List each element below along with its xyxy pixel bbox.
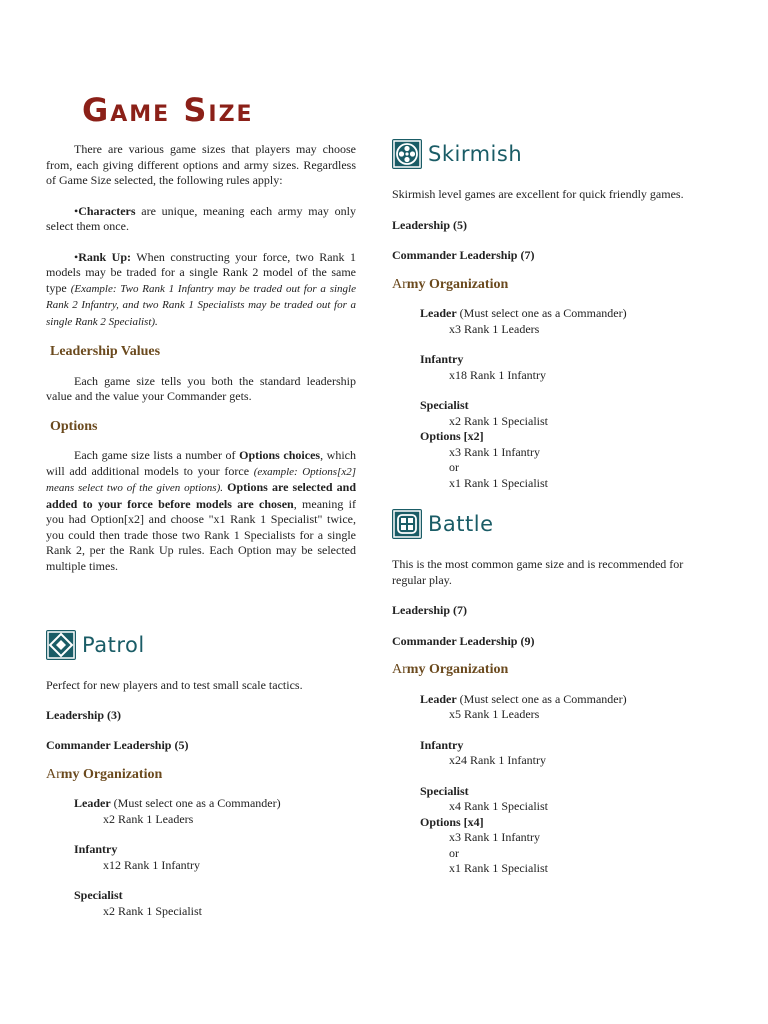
army-organization-heading xyxy=(392,662,712,678)
infantry-label: Infantry xyxy=(74,842,118,856)
army-organization-list xyxy=(392,692,712,877)
bullet: • xyxy=(74,249,79,264)
leadership-value: Leadership (7) xyxy=(392,603,467,617)
section-title: Battle xyxy=(428,512,494,536)
option-2: x1 Rank 1 Specialist xyxy=(449,861,548,875)
infantry-count: x18 Rank 1 Infantry xyxy=(449,367,546,382)
battle-heading xyxy=(392,509,712,539)
army-organization-list xyxy=(46,796,356,919)
section-desc: Skirmish level games are excellent for quick friendly games. xyxy=(392,187,684,201)
bullet: • xyxy=(74,203,79,218)
battle-section xyxy=(392,509,712,877)
heading-text: Leadership Values xyxy=(50,344,161,359)
leadership-values-heading xyxy=(46,344,356,360)
leader-row xyxy=(74,796,356,812)
heading-lead: Ar xyxy=(392,662,407,677)
rosette-icon xyxy=(392,139,422,169)
leader-label: Leader xyxy=(74,796,111,810)
specialist-count: x4 Rank 1 Specialist xyxy=(449,799,548,813)
skirmish-heading xyxy=(392,139,712,169)
heading-text: Options xyxy=(50,418,98,434)
page-title: Game Size xyxy=(82,91,254,129)
leadership-value: Leadership (3) xyxy=(46,707,121,722)
leader-note: (Must select one as a Commander) xyxy=(456,306,627,320)
option-or: or xyxy=(449,845,459,860)
leader-row xyxy=(420,692,712,708)
infantry-count: x12 Rank 1 Infantry xyxy=(103,857,200,872)
option-2: x1 Rank 1 Specialist xyxy=(449,475,548,490)
specialist-label: Specialist xyxy=(74,888,123,902)
leader-note: (Must select one as a Commander) xyxy=(110,796,281,810)
section-title: Skirmish xyxy=(428,142,523,166)
leader-count: x5 Rank 1 Leaders xyxy=(449,707,540,721)
leadership-values-text: Each game size tells you both the standard leadership value and the value your Commander gets. xyxy=(46,373,356,403)
rule-term: Rank Up: xyxy=(78,249,132,264)
commander-leadership-value: Commander Leadership (9) xyxy=(392,633,535,648)
specialist-label: Specialist xyxy=(420,398,469,412)
rule-text: When constructing your force, two Rank 1 models may be traded for a single Rank 2 model of the same type xyxy=(46,249,356,295)
heading-lead: Ar xyxy=(46,766,61,782)
infantry-count: x24 Rank 1 Infantry xyxy=(449,753,546,767)
rule-rank-up xyxy=(46,250,356,331)
options-text-1: Each game size lists a number of xyxy=(74,448,240,462)
rule-characters xyxy=(46,204,356,235)
specialist-count: x2 Rank 1 Specialist xyxy=(103,903,202,918)
heading-rest: my Organization xyxy=(60,766,163,782)
options-label: Options [x2] xyxy=(420,429,484,443)
heading-rest: my Organization xyxy=(406,662,509,677)
rule-text: are unique, meaning each army may only select them once. xyxy=(46,203,356,233)
leader-count: x2 Rank 1 Leaders xyxy=(103,811,194,826)
section-desc: Perfect for new players and to test small scale tactics. xyxy=(46,678,303,692)
left-column xyxy=(46,142,356,574)
options-term-1: Options choices xyxy=(239,448,321,462)
options-text-3: , meaning if you had Option[x2] and choose "x1 Rank 1 Specialist" twice, you could then trade those two Rank 1 Specialists for a single Rank 2, per the Rank Up rules. Each Option may be selected multiple times. xyxy=(46,496,357,573)
army-organization-heading xyxy=(392,277,712,293)
army-organization-heading xyxy=(46,767,356,783)
leader-label: Leader xyxy=(420,306,457,320)
intro-paragraph: There are various game sizes that players may choose from, each giving different options and army sizes. Regardless of Game Size selected, the following rules apply: xyxy=(46,142,356,187)
options-heading xyxy=(46,419,356,435)
heading-lead: Ar xyxy=(392,276,407,292)
option-1: x3 Rank 1 Infantry xyxy=(449,444,540,459)
rule-example: (Example: Two Rank 1 Infantry may be traded out for a single Rank 2 Infantry, and two Rank 1 Specialists may be traded out for a single Rank 2 Specialist). xyxy=(46,282,356,328)
infantry-label: Infantry xyxy=(420,352,464,366)
commander-leadership-value: Commander Leadership (5) xyxy=(46,738,189,752)
heading-rest: my Organization xyxy=(406,276,509,292)
leader-row xyxy=(420,306,712,322)
leader-note: (Must select one as a Commander) xyxy=(456,691,627,706)
skirmish-section xyxy=(392,139,712,491)
options-label: Options [x4] xyxy=(420,814,484,829)
options-text xyxy=(46,448,356,574)
option-or: or xyxy=(449,460,459,474)
patrol-heading xyxy=(46,630,356,660)
patrol-section xyxy=(46,630,356,919)
rule-term: Characters xyxy=(78,203,136,218)
options-text-2: , which will add additional models to your force xyxy=(46,448,357,478)
section-title: Patrol xyxy=(82,633,145,657)
grid-icon xyxy=(392,509,422,539)
leader-count: x3 Rank 1 Leaders xyxy=(449,321,540,336)
section-desc: This is the most common game size and is recommended for regular play. xyxy=(392,557,684,587)
commander-leadership-value: Commander Leadership (7) xyxy=(392,248,535,262)
army-organization-list xyxy=(392,306,712,491)
diamond-icon xyxy=(46,630,76,660)
specialist-label: Specialist xyxy=(420,783,469,798)
leader-label: Leader xyxy=(420,691,457,706)
leadership-value: Leadership (5) xyxy=(392,217,467,232)
option-1: x3 Rank 1 Infantry xyxy=(449,830,540,844)
options-term-2: Options are selected and added to your force before models are chosen xyxy=(46,480,356,511)
options-example: (example: Options[x2] means select two of the given options). xyxy=(46,465,356,494)
specialist-count: x2 Rank 1 Specialist xyxy=(449,413,548,428)
infantry-label: Infantry xyxy=(420,737,464,752)
